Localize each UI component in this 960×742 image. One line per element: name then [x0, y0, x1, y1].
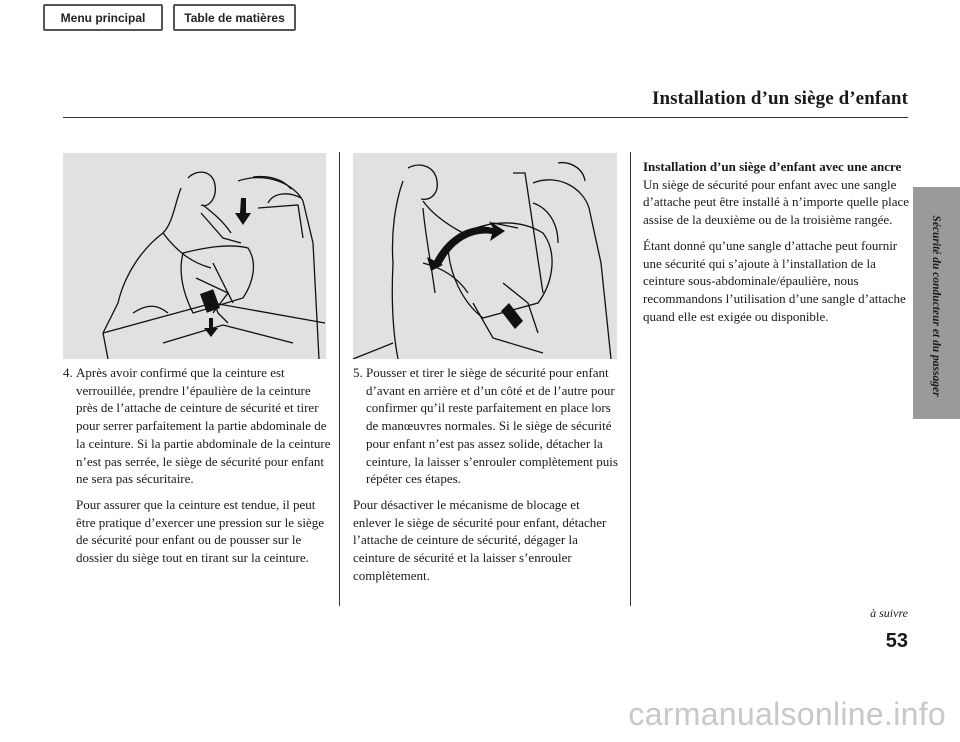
column-anchor-install: [643, 158, 909, 325]
section-tab-label: Sécurité du conducteur et du passager: [930, 215, 942, 397]
illustration-rock-seat: [353, 153, 617, 359]
rock-seat-drawing: [353, 153, 617, 359]
step-4-note: Pour assurer que la ceinture est tendue, il peut être pratique d’exercer une pression sur le siège de sécurité pour enfant ou de pousser sur le dossier du siège tout en tirant sur la ceinture.: [76, 496, 324, 566]
step-5-number: 5.: [353, 365, 363, 380]
illustration-tighten-belt: [63, 153, 326, 359]
step-4-text: Après avoir confirmé que la ceinture est verrouillée, prendre l’épaulière de la ceinture près de l’attache de ceinture de sécurité et tirer pour serrer parfaitement la partie abdominale de la ceinture. Si la partie abdominale de la ceinture n’est pas serrée, le siège de sécurité pour enfant ne sera pas sécuritaire.: [76, 365, 331, 487]
step-4-number: 4.: [63, 365, 73, 380]
step-5: [353, 364, 621, 488]
anchor-paragraph-2: Étant donné qu’une sangle d’attache peut fournir une sécurité qui s’ajoute à l’installation de la ceinture sous-abdominale/épaulière, nous recommandons l’utilisation d’une sangle d’attache quand elle est exigée ou disponible.: [643, 237, 906, 324]
tighten-belt-drawing: [63, 153, 326, 359]
table-of-contents-button[interactable]: Table de matières: [173, 4, 296, 31]
release-instructions: Pour désactiver le mécanisme de blocage et enlever le siège de sécurité pour enfant, détacher l’attache de ceinture de sécurité, dégager la ceinture de sécurité et la laisser s’enrouler complètement.: [353, 496, 607, 583]
anchor-paragraph-1: Un siège de sécurité pour enfant avec une sangle d’attache peut être installé à n’importe quelle place assise de la deuxième ou de la troisième rangée.: [643, 176, 910, 228]
page-title: Installation d’un siège d’enfant: [651, 88, 908, 109]
step-5-text: Pousser et tirer le siège de sécurité pour enfant d’avant en arrière et d’un côté et de l’autre pour confirmer qu’il reste parfaitement en place lors de manœuvres normales. Si le siège de sécurité pour enfant n’est pas assez solide, détacher la ceinture, la laisser s’enrouler complètement puis répéter ces étapes.: [366, 365, 618, 487]
column-divider-2: [630, 152, 631, 606]
step-4: [63, 364, 331, 488]
watermark: carmanualsonline.info: [628, 696, 946, 732]
page-number: 53: [885, 630, 908, 652]
continued-label: à suivre: [870, 606, 908, 620]
column-step-4: [63, 364, 331, 567]
main-menu-button[interactable]: Menu principal: [43, 4, 163, 31]
anchor-subheading: Installation d’un siège d’enfant avec une ancre: [643, 159, 902, 174]
title-divider: [63, 117, 908, 118]
column-divider-1: [339, 152, 340, 606]
column-step-5: [353, 364, 621, 584]
